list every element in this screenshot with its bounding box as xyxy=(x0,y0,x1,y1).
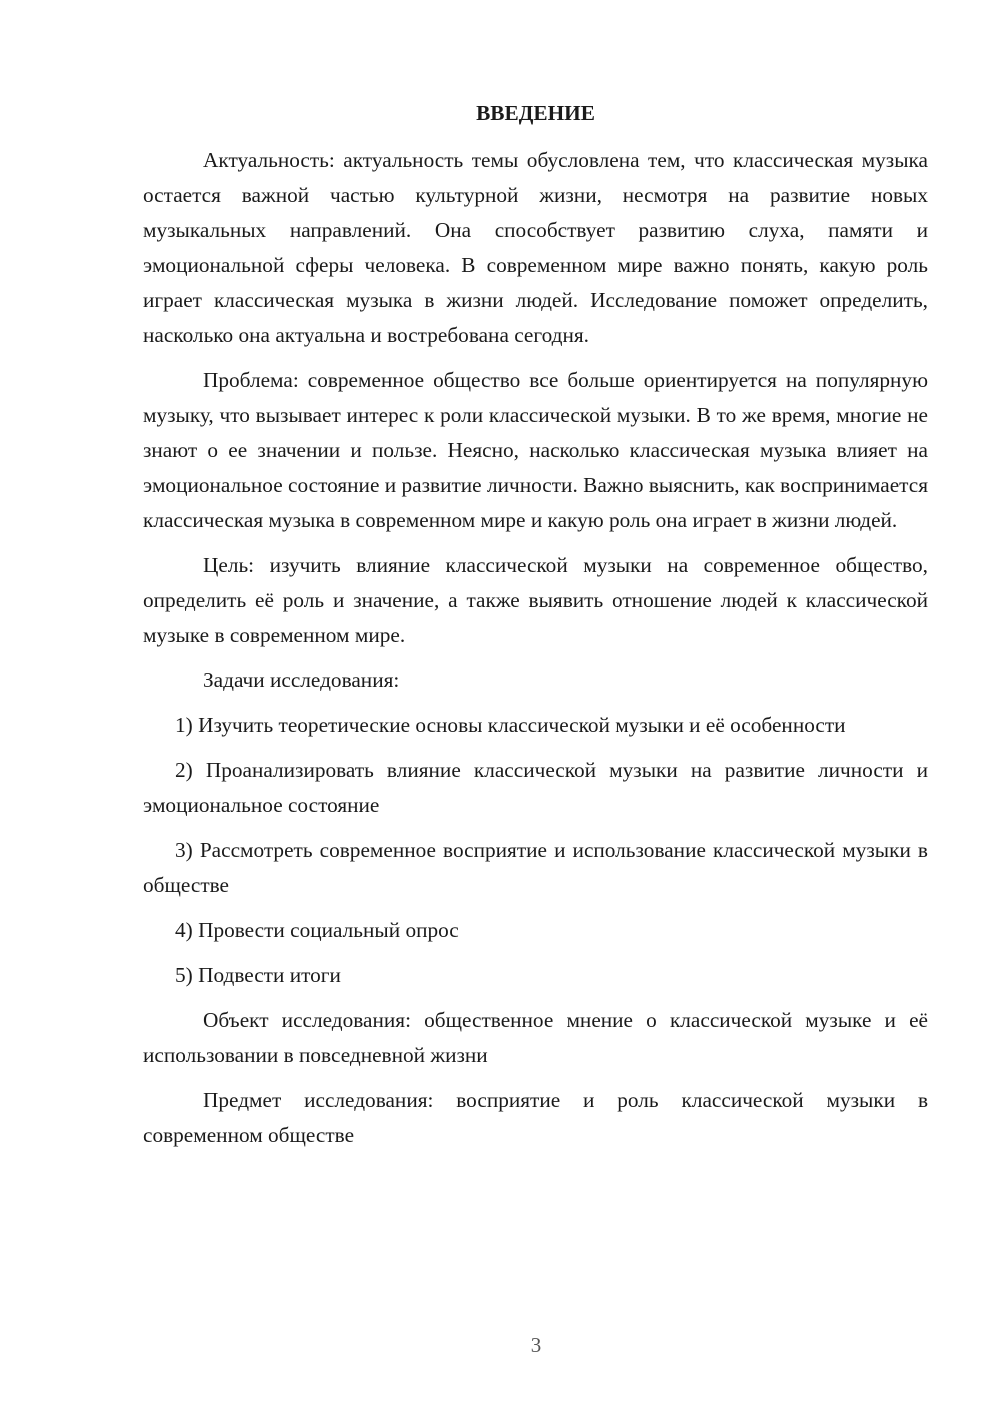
task-item-2: 2) Проанализировать влияние классической музыки на развитие личности и эмоциональное состояние xyxy=(143,758,928,817)
task-item-5: 5) Подвести итоги xyxy=(175,963,341,987)
object-paragraph: Объект исследования: общественное мнение о классической музыке и её использовании в повседневной жизни xyxy=(143,1008,928,1067)
problem-paragraph: Проблема: современное общество все больше ориентируется на популярную музыку, что вызывает интерес к роли классической музыки. В то же время, многие не знают о ее значении и пользе. Неясно, насколько классическая музыка влияет на эмоциональное состояние и развитие личности. Важно выяснить, как воспринимается классическая музыка в современном мире и какую роль она играет в жизни людей. xyxy=(143,368,928,532)
task-item-4: 4) Провести социальный опрос xyxy=(175,918,459,942)
subject-paragraph: Предмет исследования: восприятие и роль классической музыки в современном обществе xyxy=(143,1088,928,1147)
page-number: 3 xyxy=(530,1333,542,1357)
task-item-1: 1) Изучить теоретические основы классической музыки и её особенности xyxy=(175,713,846,737)
relevance-paragraph: Актуальность: актуальность темы обусловлена тем, что классическая музыка остается важной частью культурной жизни, несмотря на развитие новых музыкальных направлений. Она способствует развитию слуха, памяти и эмоциональной сферы человека. В современном мире важно понять, какую роль играет классическая музыка в жизни людей. Исследование поможет определить, насколько она актуальна и востребована сегодня. xyxy=(143,148,928,347)
document-page xyxy=(143,96,928,1163)
task-item-3: 3) Рассмотреть современное восприятие и использование классической музыки в обществе xyxy=(143,838,928,897)
section-title: ВВЕДЕНИЕ xyxy=(476,101,595,125)
goal-paragraph: Цель: изучить влияние классической музыки на современное общество, определить её роль и значение, а также выявить отношение людей к классической музыке в современном мире. xyxy=(143,553,928,647)
tasks-heading: Задачи исследования: xyxy=(203,668,400,692)
